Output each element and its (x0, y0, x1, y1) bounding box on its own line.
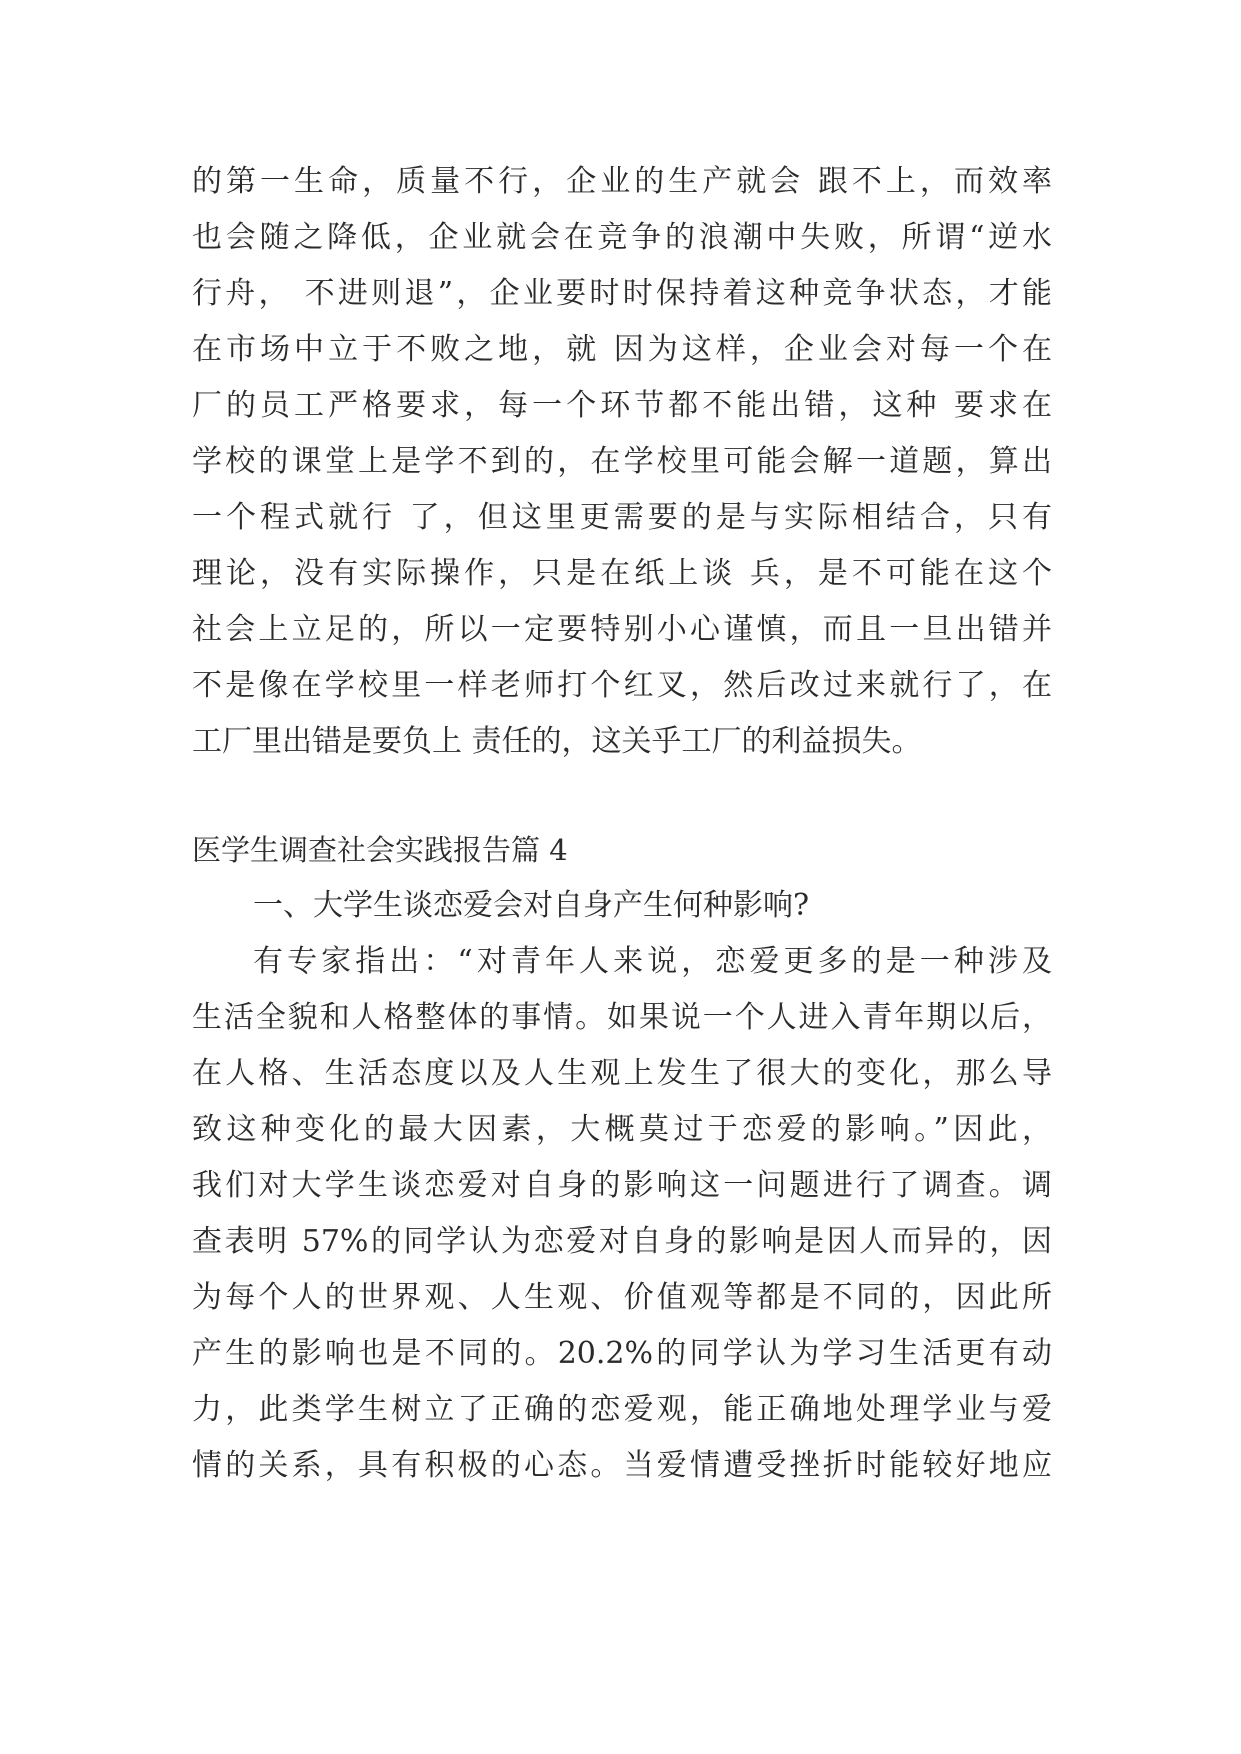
paragraph-line: 我们对大学生谈恋爱对自身的影响这一问题进行了调查。调 (192, 1168, 1052, 1203)
paragraph-line: 致这种变化的最大因素，大概莫过于恋爱的影响。”因此， (192, 1112, 1052, 1147)
paragraph-line: 情的关系，具有积极的心态。当爱情遭受挫折时能较好地应 (192, 1448, 1052, 1483)
paragraph-line: 学校的课堂上是学不到的，在学校里可能会解一道题，算出 (192, 444, 1052, 479)
paragraph-line: 厂的员工严格要求，每一个环节都不能出错，这种 要求在 (192, 388, 1052, 423)
question-heading: 一、大学生谈恋爱会对自身产生何种影响? (253, 888, 810, 923)
paragraph-line: 工厂里出错是要负上 责任的，这关乎工厂的利益损失。 (192, 724, 922, 759)
paragraph-line: 为每个人的世界观、人生观、价值观等都是不同的，因此所 (192, 1280, 1052, 1315)
paragraph-line: 理论，没有实际操作，只是在纸上谈 兵，是不可能在这个 (192, 556, 1052, 591)
paragraph-line: 行舟， 不进则退”，企业要时时保持着这种竞争状态，才能 (192, 276, 1052, 311)
paragraph-line: 查表明 57%的同学认为恋爱对自身的影响是因人而异的，因 (192, 1224, 1052, 1259)
section-heading: 医学生调查社会实践报告篇 4 (192, 833, 568, 867)
paragraph-line: 一个程式就行 了，但这里更需要的是与实际相结合，只有 (192, 500, 1052, 535)
paragraph-line: 产生的影响也是不同的。20.2%的同学认为学习生活更有动 (192, 1336, 1052, 1371)
paragraph-line: 在市场中立于不败之地，就 因为这样，企业会对每一个在 (192, 332, 1052, 367)
paragraph-line: 力，此类学生树立了正确的恋爱观，能正确地处理学业与爱 (192, 1392, 1052, 1427)
paragraph-line: 社会上立足的，所以一定要特别小心谨慎，而且一旦出错并 (192, 612, 1052, 647)
paragraph-line: 生活全貌和人格整体的事情。如果说一个人进入青年期以后， (192, 1000, 1052, 1035)
paragraph-line: 有专家指出：“对青年人来说，恋爱更多的是一种涉及 (253, 944, 1052, 979)
paragraph-line: 不是像在学校里一样老师打个红叉，然后改过来就行了，在 (192, 668, 1052, 703)
paragraph-line: 的第一生命，质量不行，企业的生产就会 跟不上，而效率 (192, 164, 1052, 199)
paragraph-line: 在人格、生活态度以及人生观上发生了很大的变化，那么导 (192, 1056, 1052, 1091)
paragraph-line: 也会随之降低，企业就会在竞争的浪潮中失败，所谓“逆水 (192, 220, 1052, 255)
